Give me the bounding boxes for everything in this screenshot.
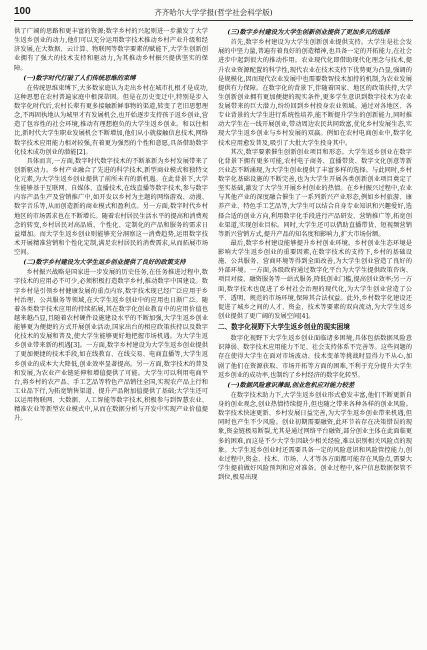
paragraph: 数字化视野下大学生返乡创业面临诸多困境,具体包括数据风险意识薄弱、数字技术应用能力不足、社会支持体系不完善等。这些问题的存在使得大学生在面对市场波动、技术变革等挑战时显得力不从心,加剧了他们在资源获取、市场开拓等方面的困难,不利于充分提升大学生返乡创业的成功率,也制约了乡村经济的数字化转型。 <box>218 335 412 379</box>
right-column <box>218 27 412 482</box>
paragraph: 供了广阔的思路和更丰富的资源;数字乡村的兴起则进一步激发了大学生返乡创业的动力,他们可以充分运用数字技术推动乡村产业升级和经济发展,在大数据、云计算、物联网等数字要素的赋能下,大学生创新创业拥有了强大的技术支持和驱动力,为其推动乡村振兴提供坚实的保障。 <box>14 28 208 72</box>
paragraph: 最后,数字乡村建设能够提升乡村创业环境。乡村创业生态环境是影响大学生返乡创业的重要因素,在数字技术的支持下,乡村的基础设施、公共服务、营商环境等得到全面改善,为大学生创业营造了良好的外部环境。一方面,各级政府通过数字化平台为大学生提供政策咨询、项目对接、融资服务等一站式服务,降低创业门槛,提高创业效率;另一方面,数字技术也促进了乡村社会治理的现代化,为大学生创业营造了公平、透明、规范的市场环境,保障其合法权益。此外,乡村数字化建设还促进了城乡之间的人才、资金、技术等要素的双向流动,为大学生返乡创业提供了更广阔的发展空间[4]。 <box>218 239 412 320</box>
page-number: 100 <box>14 6 31 17</box>
paragraph: 首先,数字乡村建设为大学生创新创业提供支持。大学生是社会发展的中坚力量,普遍有着良好的创造精神,也具备一定的开拓能力,在社会进步中起到很大的推动作用。农业现代化即借助现代化理念与技术,提升农业资源配置的科学性,现代农业在技术支持下优势更为凸显,强调的是规模化,因而现代农业发展中也需要数智技术加持的机制,为农业发展提供有力保障。在数字化的背景下,伴随着国家、地区的政策扶持,大学生创新创业拥有更加便捷的现实条件,更多学生意识到数字技术为农业发展带来的巨大潜力,纷纷回到乡村投身农业领域。通过对各地区、各专业背景的大学生进行系统性培养,能不断提升学生的创新能力,同时推动大学生在一线开展创业,带动周边农民共同致富,优化乡村发展生态,实现大学生返乡创业与乡村发展的双赢。例如在农村电商创业中,数字化技术应用愈发普及,吸引了大批大学生投身其中。 <box>218 39 412 147</box>
journal-title: 齐齐哈尔大学学报(哲学社会科学版) <box>154 8 273 17</box>
section-heading: 二、数字化视野下大学生返乡创业的现实困境 <box>218 324 350 331</box>
paragraph: 乡村振兴战略是国家进一步发展的历史任务,在任务推进过程中,数字技术的应用必不可少,必须积极打造数字乡村,推动数字中国建设。数字乡村是引领乡村健康发展的重点内容,数字技术现已经广泛应用于乡村治理、公共服务等领域,在大学生返乡创业中的应用也日渐广泛。随着各类数字技术应用的持续拓展,其在数字化创业教育中的应用价值也越来越凸显,且随着农村硬件设施建设水平的不断加强,大学生返乡创业能够更为便捷的方式开展创业活动,国家出台的相应政策扶持以及数字化技术的发展和普及,使大学生能够更好地把握市场机遇。为大学生返乡创业带来新的机遇[3]。一方面,数字乡村建设为大学生返乡创业提供了更加便捷的技术手段,如在线教育、在线交易、电商直播等,大学生返乡创业的成本大大降低,创业效率显著提高。另一方面,数字技术的普及和发展,为农业产业链延伸和增值提供了可能。大学生可以利用电商平台,将乡村的农产品、手工艺品等特色产品销往全国,实现农产品上行和工业品下行,为拓宽销售渠道、提升产品附加值提供了基础;大学生还可以运用物联网、大数据、人工智能等数字技术,积极参与到智慧农业、精准农业等新型农业模式中,从而在数据分析与开发中实现产业价值提升。 <box>14 269 208 423</box>
paragraph: 其次,数字要素催生创新创业项目和形态。大学生返乡创业在数字化背景下拥有更多可能,农村电子商务、直播带货、数字文化创意等新兴业态不断涌现,为大学生创业提供了丰富多样的选择。与此同时,乡村数字化基础设施的不断完善,也为大学生开展各类创新创业项目奠定了坚实基础,激发了大学生开展乡村创业的热情。在乡村振兴过程中,农业与其他产业的深度融合催生了一系列新兴产业形态,例如乡村旅游、康养产业、特色手工艺品等,大学生可以结合自身专业知识和兴趣爱好,选择合适的创业方向,利用数字化手段进行产品研发、营销推广等,拓宽创业渠道,实现创业目标。同时,大学生还可以借助直播带货、短视频营销等新兴营销方式,提升产品的知名度和影响力,扩大市场份额。 <box>218 148 412 238</box>
paragraph: 具体而言,一方面,数字时代数字技术的不断革新为乡村发展带来了创新驱动力。乡村产业融合了先进的科学技术,新型商业模式和独特文化元素,为大学生返乡创业提供了前所未有的新机遇。在此背景下,大学生能够基于互联网、自媒体、直播技术,在线直播等数字技术,参与数字内容产品生产及营销推广中,如开发以乡村为主题的网络游戏、动漫、数字音乐等,从而创造新的商业模式和盈利点。另一方面,数字时代乡村地区的市场需求也在不断增长。随着农村居民生活水平的提高和消费观念的转变,乡村居民对高品质、个性化、定制化的产品和服务的需求日益增加。而大学生返乡创业则能够充分洞察这一消费趋势,运用数字技术开展精准营销和个性化定制,满足农村居民的消费需求,从而拓展市场空间。 <box>14 157 208 256</box>
paragraph: 在数字技术助力下,大学生返乡创业形式愈发丰富,他们不断更新自身的创业观念,创业热情持续提升,但也随之带来各种各样的创业风险。数字技术快速更新、乡村发展日益完善,为大学生返乡创业带来机遇,但同时也产生不少风险。创业初期需要融资,此环节若存在决策错误的现象,资金链极易断裂,尤其是通过网络平台融资,部分创业主体在此面临更多的困难,而这是不少大学生因缺少相关经验,难以识别相关风险点的现象。大学生返乡创业时还需要具备一定的风险意识和风险管控能力,创业过程中,资金、技术、市场、人才等各方面都可能存在风险点,需要大学生提前做好风险预判和应对准备。创业过程中,客户信息数据保管不到位,极易出现 <box>218 391 412 481</box>
subsection-heading: (一)数字时代打破了人们传统思维的束缚 <box>23 74 136 82</box>
subsection-heading: (一)数据风险意识薄弱,创业危机应对能力较差 <box>227 381 355 389</box>
running-header <box>14 6 413 21</box>
subsection-heading: (三)数字乡村建设为大学生创新创业提供了更加多元的选择 <box>227 29 390 36</box>
left-column <box>14 27 208 423</box>
paragraph: 在传统思维束缚下,大多数家庭认为走出乡村在城市扎根才是成功,这种思想在农村普遍家庭中根深蒂固。但是在历史变迁中,特别是步入数字化时代后,农村长辈有更多接触新鲜事物的渠道,转变了老旧思想理念,不再固执地认为城里才有发展机会,也开始逐步支持孩子返乡创业,营造了包容性的社会环境,推动有理想抱负的大学生返乡创业。和以往相比,新时代大学生职业发展机会不断增加,他们从小就接触信息技术,网络数字技术应用能力相对较强,有着更为强烈的个性和意愿,具备借助数字化技术成功创业的潜能[2]。 <box>14 84 208 156</box>
subsection-heading: (二)数字乡村建设为大学生返乡创业提供了良好的政策支持 <box>23 259 186 267</box>
